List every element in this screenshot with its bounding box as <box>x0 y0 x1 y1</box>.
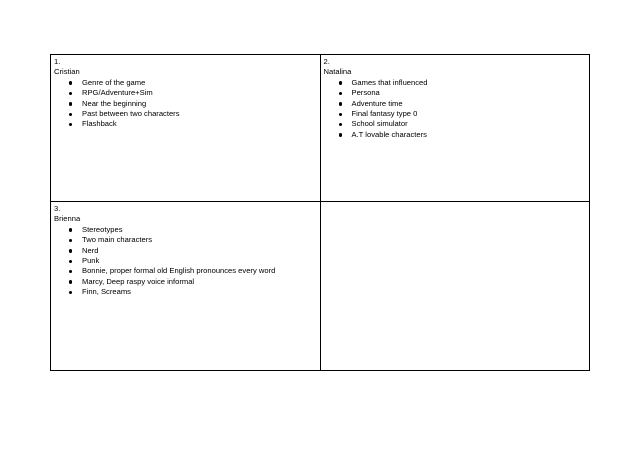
list-item: Marcy, Deep raspy voice informal <box>82 277 317 287</box>
list-item: RPG/Adventure+Sim <box>82 88 317 98</box>
cell-name: Natalina <box>323 67 352 77</box>
list-item: Past between two characters <box>82 109 317 119</box>
list-item: Genre of the game <box>82 78 317 88</box>
list-item: Games that influenced <box>352 78 587 88</box>
list-item: School simulator <box>352 119 587 129</box>
cell-number: 2. <box>323 57 330 66</box>
cell-2 <box>320 55 590 202</box>
list-item: Punk <box>82 256 317 266</box>
list-item: Persona <box>352 88 587 98</box>
table-row <box>51 55 590 202</box>
cell-number: 1. <box>54 57 61 66</box>
cell-number: 3. <box>54 204 61 213</box>
list-item: Two main characters <box>82 235 317 245</box>
bullet-list <box>324 78 587 140</box>
bullet-list <box>54 225 317 298</box>
cell-name: Cristian <box>54 67 80 77</box>
table-row <box>51 202 590 371</box>
list-item: Flashback <box>82 119 317 129</box>
list-item: A.T lovable characters <box>352 130 587 140</box>
list-item: Finn, Screams <box>82 287 317 297</box>
bullet-list <box>54 78 317 130</box>
list-item: Final fantasy type 0 <box>352 109 587 119</box>
cell-1 <box>51 55 321 202</box>
list-item: Nerd <box>82 246 317 256</box>
list-item: Stereotypes <box>82 225 317 235</box>
notes-table <box>50 54 590 371</box>
list-item: Near the beginning <box>82 99 317 109</box>
cell-4-empty <box>320 202 590 371</box>
cell-3 <box>51 202 321 371</box>
list-item: Adventure time <box>352 99 587 109</box>
cell-name: Brienna <box>54 214 81 224</box>
list-item: Bonnie, proper formal old English pronounces every word <box>82 266 317 276</box>
